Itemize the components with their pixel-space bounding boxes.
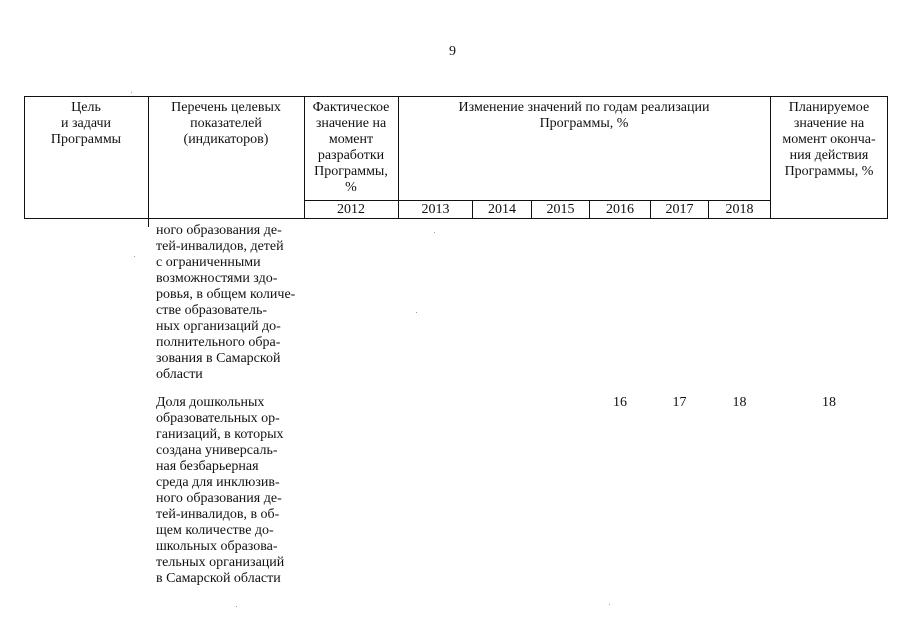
header-actual-value: Фактическое значение на момент разработки Программы, % bbox=[312, 100, 390, 195]
value-2016: 16 bbox=[613, 395, 627, 410]
value-planned: 18 bbox=[822, 395, 836, 410]
year-2014: 2014 bbox=[488, 202, 516, 217]
year-2016: 2016 bbox=[606, 202, 634, 217]
year-2015: 2015 bbox=[546, 202, 575, 217]
header-goal: Цель и задачи Программы bbox=[50, 100, 122, 147]
table-top-border bbox=[24, 96, 888, 97]
year-2018: 2018 bbox=[725, 202, 754, 217]
page-number: 9 bbox=[449, 44, 456, 59]
indicator-preschool-text: Доля дошкольных образовательных ор- ганизаций, в которых создана универсаль- ная безбарьерная среда для инклюзив- ного образования де- тей-инвалидов, в об- щем количестве до- школьных образова- тельных организаций в Самарской области bbox=[156, 395, 285, 586]
scan-speck bbox=[131, 92, 132, 93]
scan-speck bbox=[434, 232, 435, 233]
value-2018: 18 bbox=[732, 395, 747, 410]
scan-speck bbox=[134, 256, 135, 257]
header-indicators: Перечень целевых показателей (индикаторов) bbox=[171, 100, 281, 147]
table-header-bottom-border bbox=[24, 218, 888, 219]
table-year-row-top bbox=[304, 200, 770, 201]
year-2012: 2012 bbox=[337, 202, 365, 217]
year-2013: 2013 bbox=[421, 202, 450, 217]
header-change-by-year: Изменение значений по годам реализации Программы, % bbox=[458, 100, 710, 131]
header-planned-value: Планируемое значение на момент оконча- ния действия Программы, % bbox=[782, 100, 876, 179]
body-indicator-left-rule bbox=[148, 219, 149, 227]
scan-speck bbox=[416, 312, 417, 313]
indicator-continued-text: ного образования де- тей-инвалидов, детей с ограниченными возможностями здо- ровья, в общем количе- стве образователь- ных организаций до- полнительного обра- зования в Самарской области bbox=[156, 223, 296, 382]
table-right-border bbox=[887, 96, 888, 219]
scan-speck bbox=[236, 606, 237, 607]
scan-speck bbox=[609, 604, 610, 605]
year-2017: 2017 bbox=[665, 202, 694, 217]
value-2017: 17 bbox=[672, 395, 687, 410]
